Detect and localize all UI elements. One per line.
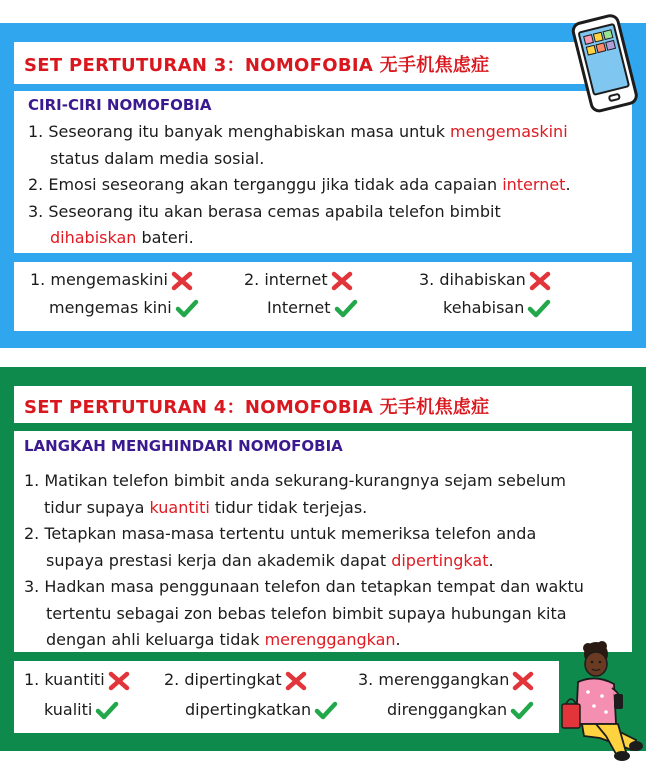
set3-answer-2-right: Internet — [267, 298, 358, 319]
set4-line-2: tidur supaya kuantiti tidur tidak terjejas. — [44, 497, 368, 517]
set4-title: SET PERTUTURAN 4：NOMOFOBIA 无手机焦虑症 — [24, 397, 490, 418]
set3-error-word: internet — [502, 175, 566, 194]
set4-answer-1-wrong: 1. kuantiti — [24, 670, 130, 691]
cross-icon — [529, 271, 551, 291]
set4-answer-1-right: kualiti — [44, 700, 119, 721]
cross-icon — [171, 271, 193, 291]
cross-icon — [108, 671, 130, 691]
set4-heading: LANGKAH MENGHINDARI NOMOFOBIA — [24, 437, 343, 455]
person-with-phone-illustration — [556, 640, 644, 766]
check-icon — [175, 299, 199, 319]
set4-line-6: tertentu sebagai zon bebas telefon bimbit supaya hubungan kita — [46, 603, 567, 623]
set3-content-box — [14, 91, 632, 253]
set4-error-word: dipertingkat — [391, 550, 489, 570]
set3-panel — [0, 23, 646, 348]
set3-heading: CIRI-CIRI NOMOFOBIA — [28, 96, 212, 114]
set4-answer-3-right: direnggangkan — [387, 700, 534, 721]
set4-title-box — [14, 386, 632, 423]
set3-answer-1-right: mengemas kini — [49, 298, 199, 319]
set3-line-1: 1. Seseorang itu banyak menghabiskan masa untuk mengemaskini — [28, 122, 568, 141]
set4-answer-2-wrong: 2. dipertingkat — [164, 670, 307, 691]
set3-error-word: mengemaskini — [450, 122, 568, 141]
set3-paragraph — [28, 119, 571, 252]
set3-title-box — [14, 42, 602, 84]
check-icon — [334, 299, 358, 319]
set3-line-5: dihabiskan bateri. — [50, 228, 194, 247]
cross-icon — [512, 671, 534, 691]
check-icon — [527, 299, 551, 319]
check-icon — [314, 701, 338, 721]
check-icon — [95, 701, 119, 721]
set4-answers-box — [14, 661, 559, 733]
set4-line-3: 2. Tetapkan masa-masa tertentu untuk memeriksa telefon anda — [24, 524, 537, 543]
set4-answer-2-right: dipertingkatkan — [185, 700, 338, 721]
set3-answer-3-wrong: 3. dihabiskan — [419, 270, 551, 291]
set3-answer-2-wrong: 2. internet — [244, 270, 353, 291]
set3-answer-1-wrong: 1. mengemaskini — [30, 270, 193, 291]
set4-line-5: 3. Hadkan masa penggunaan telefon dan tetapkan tempat dan waktu — [24, 577, 584, 596]
set3-error-word: dihabiskan — [50, 228, 137, 247]
set4-error-word: kuantiti — [149, 497, 210, 517]
check-icon — [510, 701, 534, 721]
set4-answer-3-wrong: 3. merenggangkan — [358, 670, 534, 691]
set4-error-word: merenggangkan — [264, 630, 396, 649]
set4-paragraph — [24, 468, 584, 654]
set3-line-3: 2. Emosi seseorang akan terganggu jika tidak ada capaian internet. — [28, 175, 571, 194]
cross-icon — [285, 671, 307, 691]
cross-icon — [331, 271, 353, 291]
set4-panel — [0, 367, 646, 751]
set3-line-2: status dalam media sosial. — [50, 148, 265, 168]
smartphone-icon — [570, 10, 642, 118]
set4-line-1: 1. Matikan telefon bimbit anda sekurang-kurangnya sejam sebelum — [24, 471, 566, 490]
set3-answers-box — [14, 262, 632, 331]
set4-line-7: dengan ahli keluarga tidak merenggangkan. — [46, 630, 401, 649]
set4-content-box — [14, 431, 632, 652]
set3-title: SET PERTUTURAN 3：NOMOFOBIA 无手机焦虑症 — [24, 55, 490, 76]
set3-answer-3-right: kehabisan — [443, 298, 551, 319]
set4-line-4: supaya prestasi kerja dan akademik dapat dipertingkat. — [46, 550, 494, 570]
set3-line-4: 3. Seseorang itu akan berasa cemas apabila telefon bimbit — [28, 201, 501, 221]
